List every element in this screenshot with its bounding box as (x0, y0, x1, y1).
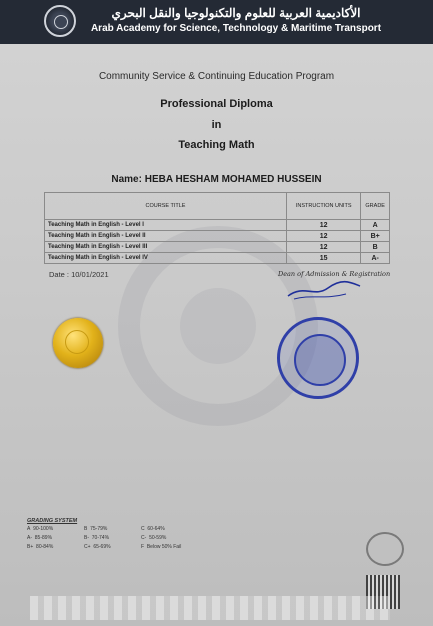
academy-logo-icon (44, 5, 76, 37)
security-pattern (30, 596, 390, 620)
grade-cell: F Below 50% Fail (141, 544, 182, 550)
course-units: 12 (287, 220, 361, 231)
in-word: in (211, 119, 222, 131)
course-units: 12 (287, 231, 361, 242)
course-title: Teaching Math in English - Level IV (45, 253, 287, 264)
grade-cell: B+ 80-84% (27, 544, 54, 550)
issue-date: Date : 10/01/2021 (49, 270, 109, 279)
verification-seal-icon (366, 532, 404, 566)
grade-cell: C 60-64% (141, 526, 165, 532)
student-name: HEBA HESHAM MOHAMED HUSSEIN (144, 174, 322, 185)
course-grade: A- (361, 253, 390, 264)
grading-system (27, 518, 198, 553)
gold-seal-icon (53, 318, 103, 368)
table-header-row (45, 193, 390, 220)
grading-row (27, 544, 198, 553)
grade-cell: B- 70-74% (84, 535, 110, 541)
signature-icon (284, 276, 364, 302)
course-units: 15 (287, 253, 361, 264)
dean-title: Dean of Admission & Registration (278, 270, 391, 278)
table-row (45, 242, 390, 253)
col-course-title: COURSE TITLE (45, 193, 287, 220)
arabic-title: الأكاديمية العربية للعلوم والتكنولوجيا والنقل البحري (111, 6, 361, 20)
grade-cell: C+ 65-69% (84, 544, 111, 550)
course-grade: B+ (361, 231, 390, 242)
table-row (45, 231, 390, 242)
grading-row (27, 535, 198, 544)
subject-title: Teaching Math (178, 139, 255, 151)
table-row (45, 220, 390, 231)
grade-cell: A 90-100% (27, 526, 54, 532)
col-grade: GRADE (361, 193, 390, 220)
grading-row (27, 526, 198, 535)
course-title: Teaching Math in English - Level II (45, 231, 287, 242)
table-row (45, 253, 390, 264)
course-title: Teaching Math in English - Level I (45, 220, 287, 231)
col-instruction-units: INSTRUCTION UNITS (287, 193, 361, 220)
academy-header (0, 0, 433, 44)
grade-cell: A- 85-89% (27, 535, 53, 541)
grade-cell: B 75-79% (84, 526, 108, 532)
courses-table (44, 192, 390, 264)
english-title: Arab Academy for Science, Technology & Maritime Transport (90, 23, 382, 34)
course-units: 12 (287, 242, 361, 253)
grade-cell: C- 50-59% (141, 535, 167, 541)
diploma-title: Professional Diploma (160, 98, 273, 110)
grading-title: GRADING SYSTEM (27, 518, 78, 524)
course-grade: B (361, 242, 390, 253)
course-title: Teaching Math in English - Level III (45, 242, 287, 253)
official-stamp-icon (277, 317, 359, 399)
course-grade: A (361, 220, 390, 231)
student-name-line (0, 174, 433, 185)
program-title: Community Service & Continuing Education Program (98, 71, 335, 82)
name-label: Name: (111, 174, 142, 185)
